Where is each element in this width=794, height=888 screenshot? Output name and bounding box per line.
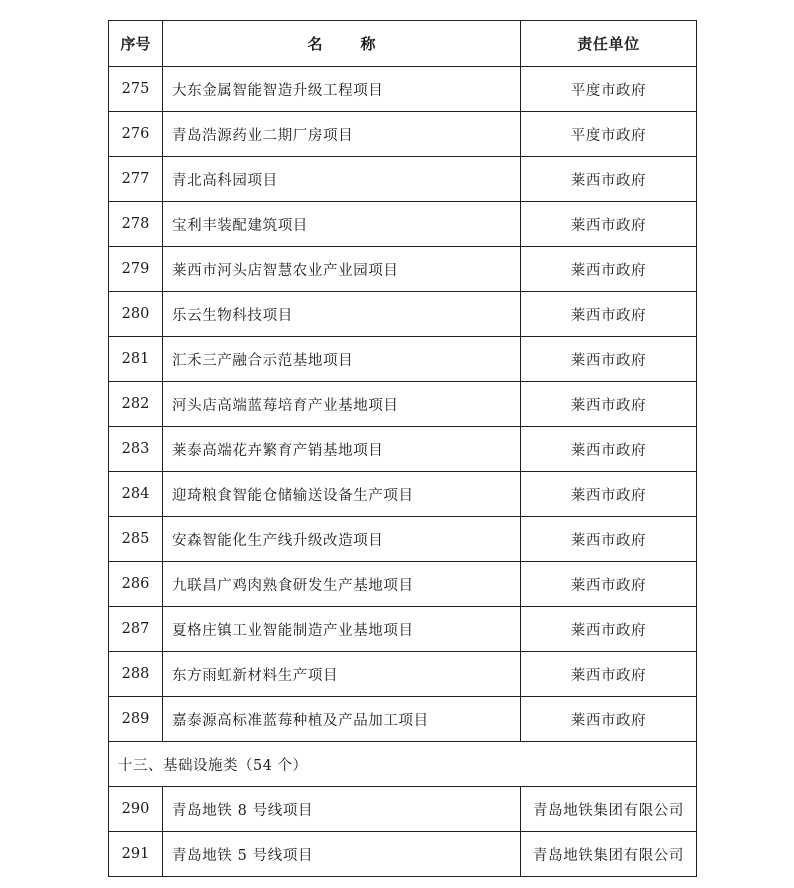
row-name: 莱西市河头店智慧农业产业园项目 <box>163 247 521 292</box>
section-row <box>109 742 697 787</box>
row-name: 青岛浩源药业二期厂房项目 <box>163 112 521 157</box>
row-unit: 莱西市政府 <box>521 157 697 202</box>
table-header-row <box>109 21 697 67</box>
header-num: 序号 <box>109 21 163 67</box>
row-name: 大东金属智能智造升级工程项目 <box>163 67 521 112</box>
row-name: 东方雨虹新材料生产项目 <box>163 652 521 697</box>
table-row <box>109 517 697 562</box>
row-num: 290 <box>109 787 163 832</box>
row-num: 280 <box>109 292 163 337</box>
row-num: 291 <box>109 832 163 877</box>
table-row <box>109 697 697 742</box>
table-row <box>109 652 697 697</box>
row-unit: 莱西市政府 <box>521 427 697 472</box>
row-unit: 莱西市政府 <box>521 562 697 607</box>
project-table <box>108 20 697 877</box>
row-name: 青岛地铁 5 号线项目 <box>163 832 521 877</box>
table-row <box>109 562 697 607</box>
row-unit: 莱西市政府 <box>521 472 697 517</box>
row-name: 九联昌广鸡肉熟食研发生产基地项目 <box>163 562 521 607</box>
table-row <box>109 202 697 247</box>
row-name: 夏格庄镇工业智能制造产业基地项目 <box>163 607 521 652</box>
table-row <box>109 337 697 382</box>
table-row <box>109 112 697 157</box>
row-unit: 莱西市政府 <box>521 697 697 742</box>
row-name: 河头店高端蓝莓培育产业基地项目 <box>163 382 521 427</box>
row-name: 青北高科园项目 <box>163 157 521 202</box>
row-unit: 青岛地铁集团有限公司 <box>521 787 697 832</box>
row-unit: 莱西市政府 <box>521 247 697 292</box>
header-name: 名称 <box>163 21 521 67</box>
row-name: 乐云生物科技项目 <box>163 292 521 337</box>
table-row <box>109 292 697 337</box>
row-num: 276 <box>109 112 163 157</box>
table-row <box>109 787 697 832</box>
table-row <box>109 607 697 652</box>
row-num: 287 <box>109 607 163 652</box>
row-unit: 莱西市政府 <box>521 292 697 337</box>
table-row <box>109 427 697 472</box>
row-num: 279 <box>109 247 163 292</box>
row-unit: 平度市政府 <box>521 67 697 112</box>
row-num: 282 <box>109 382 163 427</box>
row-name: 汇禾三产融合示范基地项目 <box>163 337 521 382</box>
table-row <box>109 157 697 202</box>
header-unit: 责任单位 <box>521 21 697 67</box>
section-title: 十三、基础设施类（54 个） <box>109 742 697 787</box>
row-num: 283 <box>109 427 163 472</box>
row-num: 288 <box>109 652 163 697</box>
row-num: 284 <box>109 472 163 517</box>
row-num: 278 <box>109 202 163 247</box>
row-name: 迎琦粮食智能仓储输送设备生产项目 <box>163 472 521 517</box>
row-unit: 莱西市政府 <box>521 517 697 562</box>
row-num: 289 <box>109 697 163 742</box>
row-name: 莱泰高端花卉繁育产销基地项目 <box>163 427 521 472</box>
table-row <box>109 247 697 292</box>
row-name: 安森智能化生产线升级改造项目 <box>163 517 521 562</box>
row-unit: 莱西市政府 <box>521 382 697 427</box>
row-unit: 青岛地铁集团有限公司 <box>521 832 697 877</box>
row-num: 277 <box>109 157 163 202</box>
row-num: 286 <box>109 562 163 607</box>
row-unit: 莱西市政府 <box>521 202 697 247</box>
row-name: 青岛地铁 8 号线项目 <box>163 787 521 832</box>
table-row <box>109 832 697 877</box>
row-name: 嘉泰源高标准蓝莓种植及产品加工项目 <box>163 697 521 742</box>
row-unit: 莱西市政府 <box>521 337 697 382</box>
row-unit: 平度市政府 <box>521 112 697 157</box>
row-unit: 莱西市政府 <box>521 652 697 697</box>
table-row <box>109 382 697 427</box>
row-name: 宝利丰装配建筑项目 <box>163 202 521 247</box>
row-num: 281 <box>109 337 163 382</box>
row-unit: 莱西市政府 <box>521 607 697 652</box>
row-num: 285 <box>109 517 163 562</box>
table-row <box>109 67 697 112</box>
table-row <box>109 472 697 517</box>
row-num: 275 <box>109 67 163 112</box>
